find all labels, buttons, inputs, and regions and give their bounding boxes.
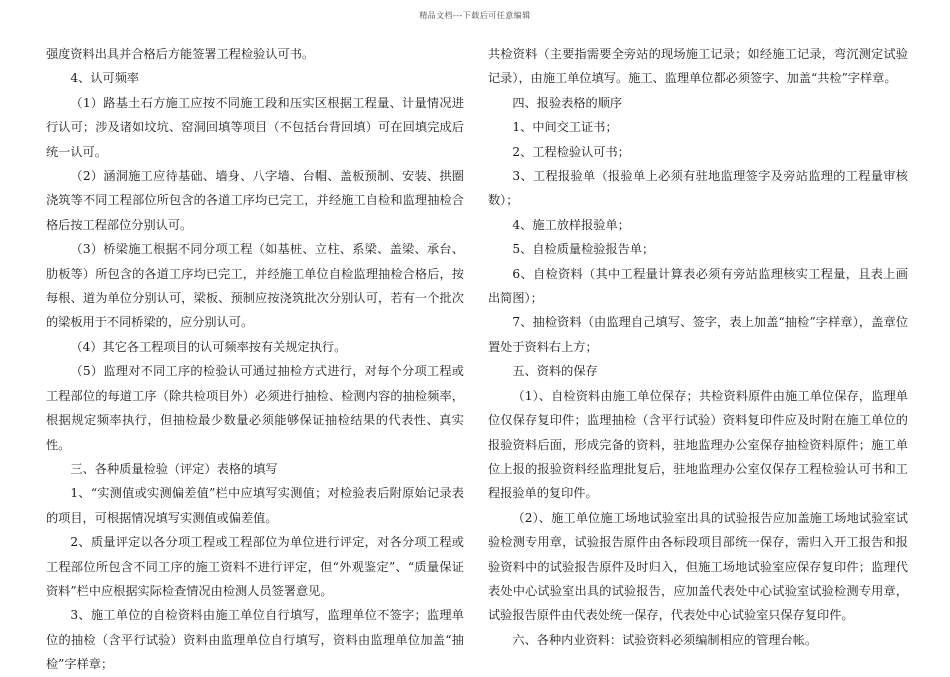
- paragraph: 2、工程检验认可书；: [512, 144, 630, 159]
- paragraph: 3、施工单位的自检资料由施工单位自行填写，监理单位不签字；监理单位的抽检（含平行试验）资料由监理单位自行填写，资料由监理单位加盖“抽检”字样章；: [46, 608, 464, 672]
- paragraph: 5、自检质量检验报告单；: [512, 242, 655, 257]
- paragraph: （1）路基土石方施工应按不同施工段和压实区根据工程量、计量情况进行认可；涉及诸如坟坑、窑洞回填等项目（不包括台背回填）可在回填完成后统一认可。: [46, 95, 464, 159]
- paragraph: （5）监理对不同工序的检验认可通过抽检方式进行，对每个分项工程或工程部位的每道工序（除共检项目外）必须进行抽检、检测内容的抽检频率，根据规定频率执行，但抽检最少数量必须能够保证抽检结果的代表性、真实性。: [46, 364, 464, 452]
- paragraph: （4）其它各工程项目的认可频率按有关规定执行。: [70, 339, 347, 354]
- paragraph: （2）涵洞施工应待基础、墙身、八字墙、台帽、盖板预制、安装、拱圈浇筑等不同工程部位所包含的各道工序均已完工，并经施工自检和监理抽检合格后按工程部位分别认可。: [46, 169, 464, 232]
- paragraph: （2）、施工单位施工场地试验室出具的试验报告应加盖施工场地试验室试验检测专用章，试验报告原件由各标段项目部统一保存，需归入开工报告和报验资料中的试验报告原件及时归入，但施工场地试验室应保存复印件；监理代表处中心试验室出具的试验报告，应加盖代表处中心试验室试验检测专用章，试验报告原件由代表处统一保存，代表处中心试验室只保存复印件。: [488, 510, 908, 623]
- paragraph: 7、抽检资料（由监理自己填写、签字，表上加盖“抽检”字样章），盖章位置处于资料右上方；: [488, 315, 908, 354]
- right-column: [488, 42, 908, 652]
- page-header: 精品文档---下载后可任意编辑: [419, 11, 531, 20]
- paragraph: 6、自检资料（其中工程量计算表必须有旁站监理核实工程量，且表上画出简图）；: [488, 266, 908, 306]
- paragraph: （3）桥梁施工根据不同分项工程（如基桩、立柱、系梁、盖梁、承台、肋板等）所包含的各道工序均已完工，并经施工单位自检监理抽检合格后，按每根、道为单位分别认可，梁板、预制应按浇筑批次分别认可，若有一个批次的梁板用于不同桥梁的，应分别认可。: [46, 242, 464, 330]
- paragraph: （1）、自检资料由施工单位保存；共检资料原件由施工单位保存，监理单位仅保存复印件；监理抽检（含平行试验）资料复印件应及时附在施工单位的报验资料后面，形成完备的资料，驻地监理办公室保存抽检资料原件；施工单位上报的报验资料经监理批复后，驻地监理办公室仅保存工程检验认可书和工程报验单的复印件。: [488, 388, 908, 501]
- paragraph: 1、“实测值或实测偏差值”栏中应填写实测值；对检验表后附原始记录表的项目，可根据情况填写实测值或偏差值。: [46, 486, 464, 525]
- paragraph: 4、认可频率: [70, 71, 140, 86]
- paragraph: 四、报验表格的顺序: [512, 95, 623, 110]
- paragraph: 1、中间交工证书；: [512, 120, 618, 135]
- paragraph: 2、质量评定以各分项工程或工程部位为单位进行评定，对各分项工程或工程部位所包含不同工序的施工资料不进行评定，但“外观鉴定”、“质量保证资料”栏中应根据实际检查情况由检测人员签署意见。: [46, 535, 464, 598]
- paragraph: 三、各种质量检验（评定）表格的填写: [70, 461, 278, 476]
- paragraph: 强度资料出具并合格后方能签署工程检验认可书。: [46, 47, 315, 61]
- left-column: [46, 42, 464, 677]
- paragraph: 4、施工放样报验单；: [512, 217, 630, 232]
- paragraph: 五、资料的保存: [512, 364, 598, 379]
- paragraph: 共检资料（主要指需要全旁站的现场施工记录；如经施工记录，弯沉测定试验记录），由施工单位填写。施工、监理单位都必须签字、加盖“共检”字样章。: [488, 47, 908, 86]
- paragraph: 3、工程报验单（报验单上必须有驻地监理签字及旁站监理的工程量审核数）；: [488, 169, 908, 208]
- paragraph: 六、各种内业资料：试验资料必须编制相应的管理台帐。: [512, 632, 818, 647]
